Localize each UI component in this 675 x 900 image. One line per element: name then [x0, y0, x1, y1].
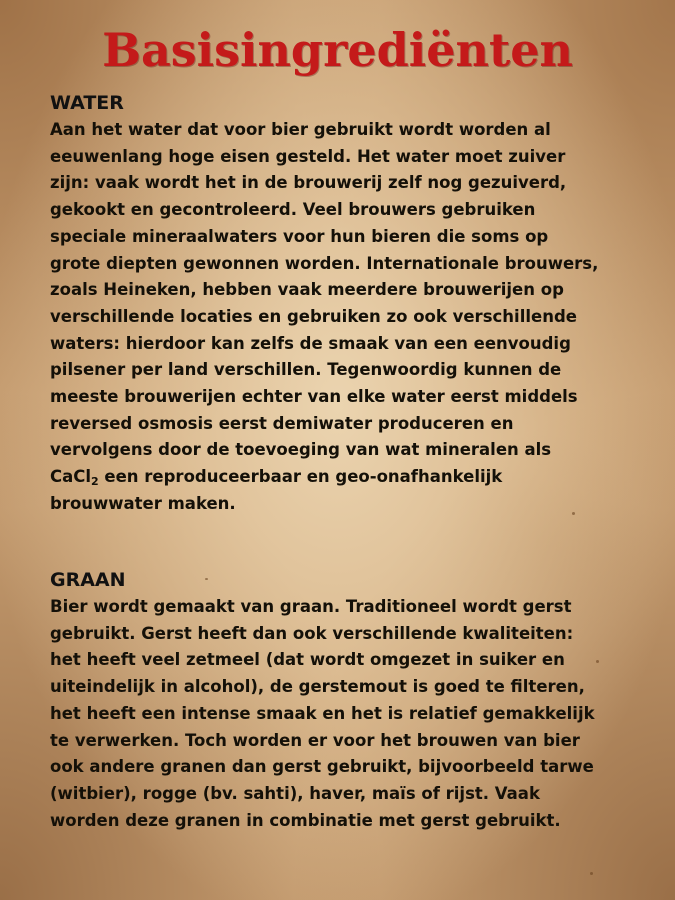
text-line: meeste brouwerijen echter van elke water eerst middels [50, 387, 578, 407]
formula-line-rest: een reproduceerbaar en geo-onafhankelijk [98, 467, 503, 487]
formula-line [50, 464, 640, 491]
text-line: speciale mineraalwaters voor hun bieren die soms op [50, 226, 549, 246]
text-line: reversed osmosis eerst demiwater produceren en [50, 413, 514, 433]
text-line: gebruikt. Gerst heeft dan ook verschillende kwaliteiten: [50, 623, 574, 643]
paper-speck [590, 872, 593, 875]
text-line: verschillende locaties en gebruiken zo ook verschillende [50, 306, 577, 326]
text-line: ook andere granen dan gerst gebruikt, bijvoorbeeld tarwe [50, 757, 594, 777]
text-line: pilsener per land verschillen. Tegenwoordig kunnen de [50, 360, 562, 380]
section-body-graan [50, 594, 640, 834]
text-line: zijn: vaak wordt het in de brouwerij zelf nog gezuiverd, [50, 173, 567, 193]
chemical-formula: CaCl [50, 467, 92, 487]
section-heading-graan: GRAAN [50, 569, 126, 591]
text-line: te verwerken. Toch worden er voor het brouwen van bier [50, 730, 580, 750]
text-line: Bier wordt gemaakt van graan. Traditioneel wordt gerst [50, 597, 572, 616]
text-line: eeuwenlang hoge eisen gesteld. Het water moet zuiver [50, 146, 566, 166]
text-line: vervolgens door de toevoeging van wat mineralen als [50, 440, 552, 460]
section-body-water [50, 117, 640, 518]
text-line: worden deze granen in combinatie met gerst gebruikt. [50, 810, 561, 830]
section-heading-water: WATER [50, 92, 124, 114]
text-line: brouwwater maken. [50, 493, 236, 513]
text-line: (witbier), rogge (bv. sahti), haver, maïs of rijst. Vaak [50, 783, 540, 803]
formula-subscript: 2 [91, 475, 99, 489]
text-line: Aan het water dat voor bier gebruikt wordt worden al [50, 120, 551, 139]
text-line: het heeft een intense smaak en het is relatief gemakkelijk [50, 703, 595, 723]
text-line: gekookt en gecontroleerd. Veel brouwers gebruiken [50, 200, 536, 220]
text-line: uiteindelijk in alcohol), de gerstemout is goed te filteren, [50, 677, 585, 697]
page-title: Basisingrediënten [102, 23, 573, 77]
paper-speck [205, 578, 208, 580]
text-line: zoals Heineken, hebben vaak meerdere brouwerijen op [50, 280, 564, 300]
text-line: waters: hierdoor kan zelfs de smaak van een eenvoudig [50, 333, 571, 353]
text-line: het heeft veel zetmeel (dat wordt omgezet in suiker en [50, 650, 565, 670]
text-line: grote diepten gewonnen worden. Internationale brouwers, [50, 253, 599, 273]
